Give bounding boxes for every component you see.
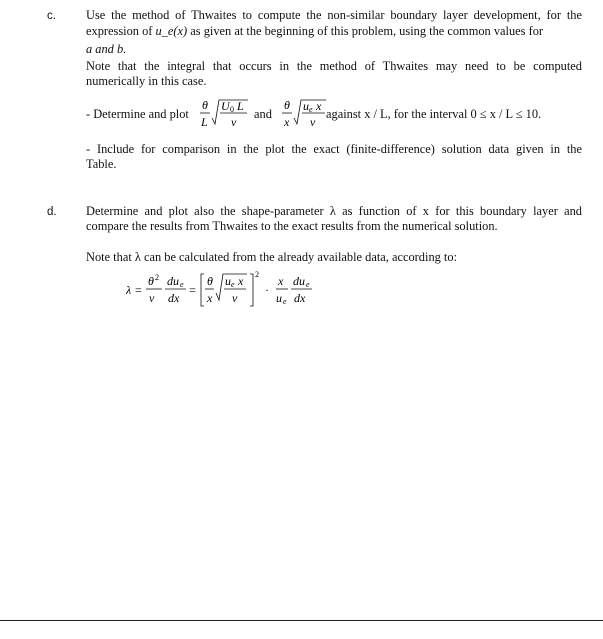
part-d-line: Determine and plot also the shape-parameter λ as function of x for this boundary layer and <box>86 204 582 218</box>
ue-expression: u_e(x) <box>155 24 188 38</box>
svg-text:du: du <box>167 274 179 288</box>
svg-text:θ: θ <box>202 98 208 112</box>
svg-text:λ: λ <box>126 283 132 297</box>
text-fragment: as given at the beginning of this problem, using the common values for <box>190 24 544 38</box>
svg-text:2: 2 <box>155 273 159 282</box>
svg-text:x: x <box>284 115 290 129</box>
svg-text:du: du <box>293 274 305 288</box>
svg-text:L: L <box>237 99 244 113</box>
svg-text:=: = <box>189 283 196 297</box>
bullet-text: - Determine and plot <box>86 107 189 121</box>
svg-text:u: u <box>225 274 231 288</box>
part-c-label: c. <box>47 10 56 22</box>
svg-text:U: U <box>221 99 230 113</box>
svg-text:θ: θ <box>148 274 154 288</box>
svg-text:2: 2 <box>255 270 259 279</box>
part-c-note-line: Note that the integral that occurs in the method of Thwaites may need to be computed <box>86 59 582 73</box>
svg-text:ν: ν <box>149 291 155 305</box>
svg-text:ν: ν <box>232 291 238 305</box>
bullet-interval-text: against x / L, for the interval 0 ≤ x / L ≤ 10. <box>326 107 542 121</box>
bullet-include-line: Table. <box>86 157 117 171</box>
part-d-label: d. <box>47 206 57 218</box>
svg-text:e: e <box>309 105 313 114</box>
svg-text:0: 0 <box>230 105 234 114</box>
svg-text:e: e <box>283 297 287 306</box>
svg-text:x: x <box>278 274 284 288</box>
text-fragment: expression of <box>86 24 153 38</box>
part-d-line: compare the results from Thwaites to the exact results from the numerical solution. <box>86 219 498 233</box>
svg-text:ν: ν <box>231 115 237 129</box>
svg-text:L: L <box>201 115 208 129</box>
lambda-formula <box>126 268 326 314</box>
svg-text:e: e <box>306 280 310 289</box>
part-d-note: Note that λ can be calculated from the already available data, according to: <box>86 250 458 264</box>
svg-text:θ: θ <box>207 274 213 288</box>
svg-text:x: x <box>207 291 213 305</box>
svg-text:dx: dx <box>168 291 180 305</box>
svg-text:·: · <box>265 283 269 297</box>
svg-text:u: u <box>303 99 309 113</box>
part-c-paragraph-line: a and b. <box>86 42 127 56</box>
part-c-paragraph-line: Use the method of Thwaites to compute the non-similar boundary layer development, for the <box>86 8 582 22</box>
svg-text:u: u <box>276 291 282 305</box>
svg-text:e: e <box>231 280 235 289</box>
bullet-and: and <box>254 107 272 121</box>
part-c-note-line: numerically in this case. <box>86 74 207 88</box>
svg-text:=: = <box>135 283 142 297</box>
svg-text:θ: θ <box>284 98 290 112</box>
bullet-determine-plot <box>86 97 586 131</box>
part-c-paragraph-line <box>86 23 582 39</box>
svg-text:ν: ν <box>310 115 316 129</box>
page-bottom-divider <box>0 620 603 621</box>
svg-text:x: x <box>316 99 322 113</box>
bullet-include-line: - Include for comparison in the plot the exact (finite-difference) solution data given in the <box>86 142 582 156</box>
svg-text:e: e <box>180 280 184 289</box>
svg-text:x: x <box>238 274 244 288</box>
svg-text:dx: dx <box>294 291 306 305</box>
